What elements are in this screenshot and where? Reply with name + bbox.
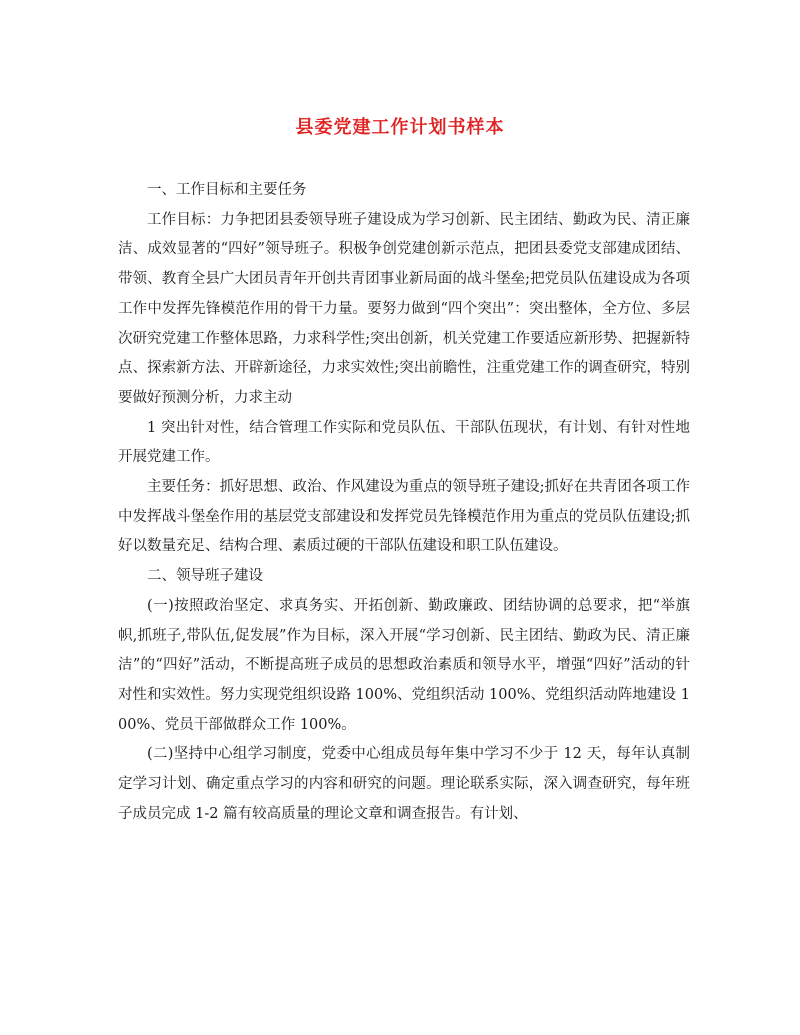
section-heading-2: 二、领导班子建设 [147,568,263,585]
document-body [118,176,690,829]
paragraph-main-tasks: 主要任务：抓好思想、政治、作风建设为重点的领导班子建设;抓好在共青团各项工作中发挥战斗堡垒作用的基层党支部建设和发挥党员先锋模范作用为重点的党员队伍建设;抓好以数量充足、结构合理、素质过硬的干部队伍建设和职工队伍建设。 [118,479,690,555]
page-title: 县委党建工作计划书样本 [295,117,505,138]
section-heading-1: 一、工作目标和主要任务 [147,182,307,198]
paragraph-work-goal: 工作目标：力争把团县委领导班子建设成为学习创新、民主团结、勤政为民、清正廉洁、成效显著的“四好”领导班子。积极争创党建创新示范点，把团县委党支部建成团结、带领、教育全县广大团员青年开创共青团事业新局面的战斗堡垒;把党员队伍建设成为各项工作中发挥先锋模范作用的骨干力量。要努力做到“四个突出”：突出整体，全方位、多层次研究党建工作整体思路，力求科学性;突出创新，机关党建工作要适应新形势、把握新特点、探索新方法、开辟新途径，力求实效性;突出前瞻性，注重党建工作的调查研究，特别要做好预测分析，力求主动 [118,211,690,406]
paragraph-item-2: (二)坚持中心组学习制度，党委中心组成员每年集中学习不少于 12 天，每年认真制定学习计划、确定重点学习的内容和研究的问题。理论联系实际，深入调查研究，每年班子成员完成 1-2 篇有较高质量的理论文章和调查报告。有计划、 [118,746,690,822]
paragraph-item-1: (一)按照政治坚定、求真务实、开拓创新、勤政廉政、团结协调的总要求，把“举旗帜,抓班子,带队伍,促发展”作为目标，深入开展“学习创新、民主团结、勤政为民、清正廉洁”的“四好”活动，不断提高班子成员的思想政治素质和领导水平，增强“四好”活动的针对性和实效性。努力实现党组织设路 100%、党组织活动 100%、党组织活动阵地建设 100%、党员干部做群众工作 100%。 [118,597,690,733]
paragraph-targeted: 1 突出针对性，结合管理工作实际和党员队伍、干部队伍现状，有计划、有针对性地开展党建工作。 [118,419,690,466]
